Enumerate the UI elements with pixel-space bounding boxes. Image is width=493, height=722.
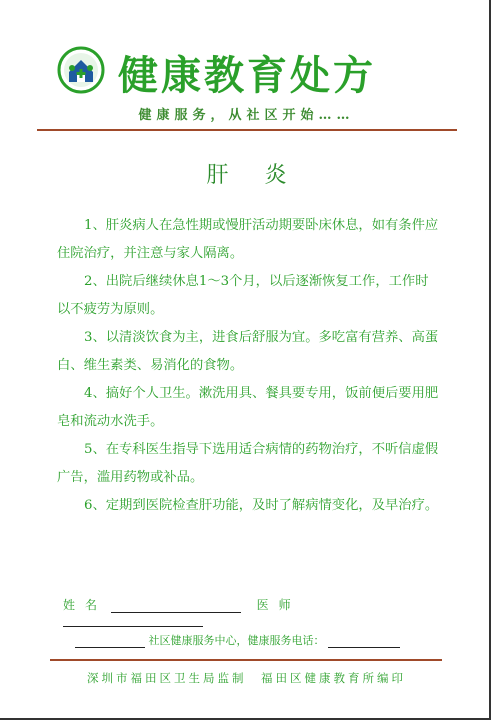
slogan: 健康服务，从社区开始…… — [138, 108, 355, 123]
topic-heading: 肝炎 — [206, 163, 323, 188]
publisher-credit: 深圳市福田区卫生局监制 福田区健康教育所编印 — [87, 671, 406, 685]
advice-paragraph-1: 1、肝炎病人在急性期或慢肝活动期要卧床休息，如有条件应住院治疗，并注意与家人隔离。 — [57, 218, 439, 261]
doctor-blank — [63, 614, 203, 627]
advice-paragraph-4: 4、搞好个人卫生。漱洗用具、餐具要专用，饭前便后要用肥皂和流动水洗手。 — [57, 386, 439, 429]
header — [0, 38, 493, 98]
advice-paragraph-2: 2、出院后继续休息1～3个月，以后逐渐恢复工作，工作时以不疲劳为原则。 — [57, 274, 429, 317]
name-blank — [111, 600, 241, 613]
doctor-label: 医师 — [256, 598, 301, 612]
service-text: 社区健康服务中心，健康服务电话： — [148, 634, 325, 647]
page-title: 健康教育处方 — [118, 52, 376, 99]
bottom-divider — [50, 659, 442, 661]
name-label: 姓名 — [63, 598, 108, 612]
advice-paragraph-6: 6、定期到医院检查肝功能，及时了解病情变化，及早治疗。 — [84, 498, 439, 513]
center-blank — [75, 635, 145, 648]
advice-body — [57, 212, 439, 520]
health-education-logo-icon — [57, 46, 105, 94]
service-line — [75, 632, 455, 648]
advice-paragraph-3: 3、以清淡饮食为主，进食后舒服为宜。多吃富有营养、高蛋白、维生素类、易消化的食物。 — [57, 330, 439, 373]
advice-paragraph-5: 5、在专科医生指导下选用适合病情的药物治疗，不听信虚假广告，滥用药物或补品。 — [57, 442, 439, 485]
signature-fields — [63, 596, 443, 627]
top-divider — [37, 129, 457, 131]
phone-blank — [328, 635, 400, 648]
